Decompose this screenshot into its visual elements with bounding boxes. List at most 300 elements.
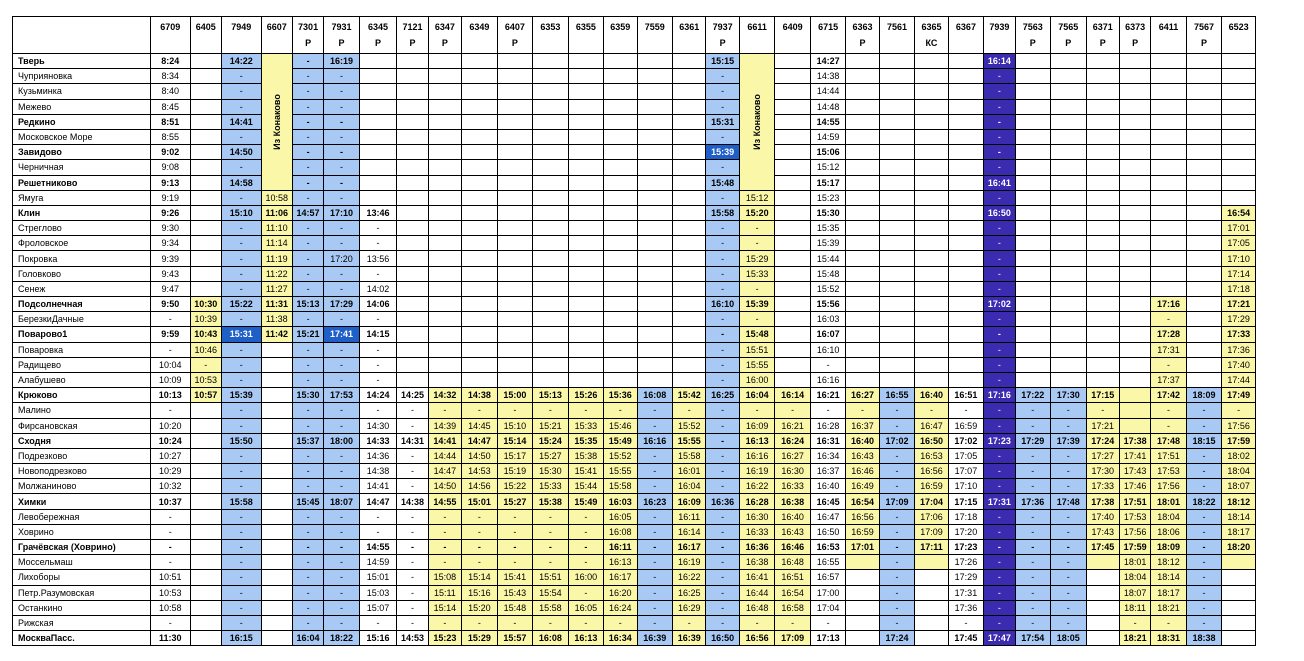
time-cell xyxy=(359,54,397,69)
time-cell xyxy=(673,190,706,205)
time-cell: 14:41 xyxy=(428,433,461,448)
time-cell xyxy=(1119,418,1150,433)
time-cell xyxy=(1186,84,1222,99)
time-cell xyxy=(1086,190,1119,205)
time-cell xyxy=(637,129,673,144)
time-cell xyxy=(1151,236,1187,251)
time-cell: - xyxy=(1151,357,1187,372)
time-cell: - xyxy=(497,524,533,539)
station-name: Решетниково xyxy=(13,175,151,190)
time-cell xyxy=(1222,190,1256,205)
time-cell xyxy=(568,190,604,205)
time-cell xyxy=(775,145,811,160)
time-cell xyxy=(1086,585,1119,600)
time-cell xyxy=(673,99,706,114)
train-number: 6371 xyxy=(1092,22,1113,32)
time-cell: 15:38 xyxy=(568,448,604,463)
time-cell: - xyxy=(221,129,261,144)
time-cell xyxy=(497,266,533,281)
station-header-cell xyxy=(13,17,151,54)
station-name: Фроловское xyxy=(13,236,151,251)
time-cell: - xyxy=(397,600,428,615)
time-cell xyxy=(846,615,879,630)
time-cell: - xyxy=(637,524,673,539)
time-cell xyxy=(428,327,461,342)
time-cell: - xyxy=(1051,464,1087,479)
time-cell xyxy=(533,205,569,220)
time-cell xyxy=(948,145,984,160)
time-cell: 16:10 xyxy=(706,297,739,312)
time-cell: - xyxy=(984,372,1015,387)
time-cell xyxy=(497,69,533,84)
time-cell: 16:49 xyxy=(846,479,879,494)
time-cell xyxy=(604,160,637,175)
time-cell xyxy=(397,145,428,160)
time-cell: 16:17 xyxy=(604,570,637,585)
time-cell: 17:48 xyxy=(1051,494,1087,509)
time-cell xyxy=(428,145,461,160)
time-cell xyxy=(846,600,879,615)
time-cell: 17:14 xyxy=(1222,266,1256,281)
time-cell xyxy=(1051,84,1087,99)
time-cell: - xyxy=(1186,540,1222,555)
time-cell xyxy=(190,631,221,646)
time-cell xyxy=(1086,145,1119,160)
time-cell: - xyxy=(879,540,915,555)
time-cell xyxy=(428,357,461,372)
train-header-6409 xyxy=(775,17,811,54)
time-cell xyxy=(1015,99,1051,114)
time-cell xyxy=(637,205,673,220)
time-cell: 15:48 xyxy=(810,266,846,281)
time-cell: 8:55 xyxy=(150,129,190,144)
time-cell xyxy=(1086,54,1119,69)
time-cell: 17:11 xyxy=(915,540,948,555)
time-cell xyxy=(1015,221,1051,236)
train-header-6353 xyxy=(533,17,569,54)
time-cell: 16:10 xyxy=(810,342,846,357)
time-cell xyxy=(948,297,984,312)
time-cell xyxy=(533,69,569,84)
time-cell: 17:48 xyxy=(1151,433,1187,448)
train-header-6367 xyxy=(948,17,984,54)
time-cell: 17:18 xyxy=(1222,281,1256,296)
time-cell: 16:50 xyxy=(706,631,739,646)
time-cell: 15:54 xyxy=(533,585,569,600)
time-cell xyxy=(533,221,569,236)
time-cell: 14:27 xyxy=(810,54,846,69)
time-cell xyxy=(1119,388,1150,403)
time-cell xyxy=(948,327,984,342)
time-cell: - xyxy=(775,403,811,418)
time-cell: - xyxy=(221,555,261,570)
time-cell: - xyxy=(359,342,397,357)
time-cell xyxy=(915,327,948,342)
time-cell: 18:05 xyxy=(1051,631,1087,646)
timetable-row xyxy=(13,555,1256,570)
time-cell: - xyxy=(221,479,261,494)
time-cell xyxy=(1151,175,1187,190)
station-name: Крюково xyxy=(13,388,151,403)
time-cell: - xyxy=(292,555,323,570)
time-cell xyxy=(1222,69,1256,84)
time-cell: - xyxy=(324,615,360,630)
time-cell xyxy=(915,297,948,312)
time-cell xyxy=(1151,221,1187,236)
time-cell: 17:43 xyxy=(1119,464,1150,479)
time-cell: 18:31 xyxy=(1151,631,1187,646)
time-cell: - xyxy=(984,114,1015,129)
time-cell xyxy=(190,160,221,175)
time-cell xyxy=(497,145,533,160)
train-mark: КС xyxy=(925,38,938,48)
time-cell xyxy=(1015,114,1051,129)
time-cell: - xyxy=(637,540,673,555)
time-cell xyxy=(846,312,879,327)
time-cell: 17:02 xyxy=(984,297,1015,312)
timetable-row xyxy=(13,69,1256,84)
time-cell xyxy=(846,54,879,69)
time-cell xyxy=(637,342,673,357)
time-cell: 16:31 xyxy=(810,433,846,448)
time-cell: 9:30 xyxy=(150,221,190,236)
time-cell xyxy=(915,372,948,387)
time-cell xyxy=(879,236,915,251)
time-cell: - xyxy=(1015,418,1051,433)
time-cell xyxy=(190,585,221,600)
time-cell: 9:50 xyxy=(150,297,190,312)
time-cell: - xyxy=(1051,403,1087,418)
time-cell: - xyxy=(915,403,948,418)
time-cell: 17:09 xyxy=(775,631,811,646)
time-cell: 15:57 xyxy=(497,631,533,646)
time-cell xyxy=(533,281,569,296)
time-cell: - xyxy=(324,448,360,463)
time-cell xyxy=(497,342,533,357)
time-cell: - xyxy=(324,372,360,387)
time-cell xyxy=(497,175,533,190)
time-cell xyxy=(846,281,879,296)
time-cell: - xyxy=(879,570,915,585)
time-cell xyxy=(1222,615,1256,630)
station-name: БерезкиДачные xyxy=(13,312,151,327)
time-cell: 16:57 xyxy=(810,570,846,585)
time-cell xyxy=(462,84,498,99)
time-cell: - xyxy=(324,524,360,539)
time-cell xyxy=(533,266,569,281)
time-cell xyxy=(1151,129,1187,144)
time-cell xyxy=(1119,145,1150,160)
time-cell xyxy=(915,312,948,327)
time-cell xyxy=(775,84,811,99)
station-name: Черничная xyxy=(13,160,151,175)
time-cell: 16:21 xyxy=(775,418,811,433)
time-cell xyxy=(497,54,533,69)
train-number: 6411 xyxy=(1158,22,1179,32)
time-cell xyxy=(775,129,811,144)
time-cell xyxy=(568,297,604,312)
time-cell xyxy=(846,585,879,600)
time-cell xyxy=(428,99,461,114)
time-cell: 14:38 xyxy=(462,388,498,403)
time-cell xyxy=(1086,175,1119,190)
time-cell xyxy=(462,145,498,160)
time-cell xyxy=(568,175,604,190)
time-cell: - xyxy=(221,615,261,630)
time-cell xyxy=(1151,266,1187,281)
time-cell: 17:20 xyxy=(948,524,984,539)
time-cell xyxy=(1222,555,1256,570)
time-cell: - xyxy=(706,236,739,251)
station-name: Тверь xyxy=(13,54,151,69)
time-cell xyxy=(1086,236,1119,251)
time-cell xyxy=(775,99,811,114)
time-cell: 16:13 xyxy=(604,555,637,570)
time-cell xyxy=(1051,236,1087,251)
train-mark: Р xyxy=(338,38,345,48)
time-cell xyxy=(568,129,604,144)
time-cell: 15:48 xyxy=(497,600,533,615)
time-cell xyxy=(604,99,637,114)
time-cell: 15:01 xyxy=(462,494,498,509)
time-cell: - xyxy=(221,585,261,600)
time-cell xyxy=(846,99,879,114)
train-header-6361 xyxy=(673,17,706,54)
time-cell: - xyxy=(1222,403,1256,418)
time-cell: 17:36 xyxy=(1015,494,1051,509)
time-cell: - xyxy=(428,540,461,555)
time-cell: - xyxy=(1051,509,1087,524)
time-cell xyxy=(879,205,915,220)
time-cell: 17:28 xyxy=(1151,327,1187,342)
train-header-7559 xyxy=(637,17,673,54)
time-cell xyxy=(775,160,811,175)
time-cell xyxy=(1119,312,1150,327)
time-cell xyxy=(604,84,637,99)
time-cell: 15:20 xyxy=(462,600,498,615)
origin-note xyxy=(739,54,775,191)
station-name: Чуприяновка xyxy=(13,69,151,84)
time-cell xyxy=(846,205,879,220)
time-cell: 17:33 xyxy=(1086,479,1119,494)
time-cell: - xyxy=(984,585,1015,600)
time-cell: 9:59 xyxy=(150,327,190,342)
time-cell: 17:31 xyxy=(1151,342,1187,357)
train-header-7563 xyxy=(1015,17,1051,54)
time-cell xyxy=(915,600,948,615)
time-cell xyxy=(879,297,915,312)
time-cell xyxy=(1119,372,1150,387)
time-cell: 9:26 xyxy=(150,205,190,220)
time-cell: 17:20 xyxy=(324,251,360,266)
time-cell: 16:38 xyxy=(775,494,811,509)
time-cell: 16:25 xyxy=(673,585,706,600)
time-cell xyxy=(637,357,673,372)
time-cell xyxy=(1186,160,1222,175)
time-cell: - xyxy=(324,69,360,84)
time-cell: - xyxy=(221,236,261,251)
time-cell: - xyxy=(879,464,915,479)
time-cell xyxy=(846,297,879,312)
time-cell xyxy=(1086,555,1119,570)
time-cell: 15:12 xyxy=(739,190,775,205)
time-cell xyxy=(397,99,428,114)
time-cell: - xyxy=(984,448,1015,463)
time-cell: 8:34 xyxy=(150,69,190,84)
time-cell: - xyxy=(292,99,323,114)
time-cell xyxy=(1051,190,1087,205)
time-cell: - xyxy=(984,266,1015,281)
time-cell: 15:33 xyxy=(739,266,775,281)
train-mark: Р xyxy=(375,38,382,48)
timetable-row xyxy=(13,312,1256,327)
time-cell: 10:53 xyxy=(150,585,190,600)
time-cell: - xyxy=(984,600,1015,615)
train-number: 6409 xyxy=(782,22,803,32)
time-cell xyxy=(462,221,498,236)
time-cell xyxy=(1222,631,1256,646)
time-cell xyxy=(190,84,221,99)
time-cell xyxy=(637,54,673,69)
time-cell: - xyxy=(1015,524,1051,539)
time-cell: 10:13 xyxy=(150,388,190,403)
time-cell: - xyxy=(739,403,775,418)
time-cell: - xyxy=(292,266,323,281)
time-cell xyxy=(604,342,637,357)
time-cell xyxy=(190,190,221,205)
time-cell: 14:22 xyxy=(221,54,261,69)
time-cell: 18:21 xyxy=(1119,631,1150,646)
time-cell xyxy=(261,540,292,555)
time-cell: 17:29 xyxy=(1015,433,1051,448)
time-cell: 17:05 xyxy=(948,448,984,463)
time-cell xyxy=(1086,570,1119,585)
time-cell xyxy=(1151,190,1187,205)
station-name: Межево xyxy=(13,99,151,114)
time-cell: - xyxy=(292,372,323,387)
time-cell: 16:24 xyxy=(775,433,811,448)
time-cell: - xyxy=(879,524,915,539)
time-cell: 16:40 xyxy=(915,388,948,403)
time-cell xyxy=(1119,129,1150,144)
time-cell: 17:53 xyxy=(324,388,360,403)
time-cell xyxy=(604,129,637,144)
time-cell: - xyxy=(1186,464,1222,479)
time-cell xyxy=(1151,251,1187,266)
time-cell: 16:16 xyxy=(810,372,846,387)
time-cell: - xyxy=(1051,600,1087,615)
time-cell xyxy=(1186,145,1222,160)
time-cell: 17:31 xyxy=(984,494,1015,509)
time-cell: 10:09 xyxy=(150,372,190,387)
time-cell: - xyxy=(292,615,323,630)
time-cell xyxy=(261,524,292,539)
time-cell: - xyxy=(984,418,1015,433)
time-cell xyxy=(775,114,811,129)
time-cell xyxy=(1186,221,1222,236)
time-cell xyxy=(190,69,221,84)
timetable-row xyxy=(13,236,1256,251)
time-cell xyxy=(604,175,637,190)
time-cell: 16:40 xyxy=(810,479,846,494)
time-cell: 15:08 xyxy=(428,570,461,585)
time-cell xyxy=(462,190,498,205)
time-cell: - xyxy=(706,433,739,448)
time-cell: 14:53 xyxy=(397,631,428,646)
train-header-6407 xyxy=(497,17,533,54)
time-cell: - xyxy=(1015,585,1051,600)
time-cell xyxy=(673,357,706,372)
time-cell xyxy=(1051,357,1087,372)
time-cell xyxy=(359,190,397,205)
time-cell: - xyxy=(637,615,673,630)
timetable-row xyxy=(13,221,1256,236)
time-cell: - xyxy=(292,479,323,494)
time-cell: 17:15 xyxy=(948,494,984,509)
time-cell: - xyxy=(292,114,323,129)
time-cell: 14:30 xyxy=(359,418,397,433)
time-cell: 17:21 xyxy=(1086,418,1119,433)
time-cell: - xyxy=(706,509,739,524)
timetable-row xyxy=(13,145,1256,160)
station-name: Фирсановская xyxy=(13,418,151,433)
time-cell xyxy=(462,160,498,175)
time-cell: - xyxy=(568,540,604,555)
time-cell xyxy=(1015,327,1051,342)
time-cell: 16:47 xyxy=(810,509,846,524)
time-cell: - xyxy=(1186,600,1222,615)
time-cell: 15:15 xyxy=(706,54,739,69)
time-cell: - xyxy=(397,509,428,524)
time-cell: 16:14 xyxy=(984,54,1015,69)
time-cell xyxy=(1086,221,1119,236)
time-cell: 16:36 xyxy=(706,494,739,509)
time-cell xyxy=(428,175,461,190)
time-cell: 16:36 xyxy=(739,540,775,555)
time-cell: 17:30 xyxy=(1086,464,1119,479)
time-cell: 16:54 xyxy=(846,494,879,509)
time-cell: 15:51 xyxy=(739,342,775,357)
time-cell: - xyxy=(879,615,915,630)
time-cell: - xyxy=(221,84,261,99)
time-cell xyxy=(879,342,915,357)
time-cell: - xyxy=(1015,448,1051,463)
time-cell xyxy=(673,160,706,175)
time-cell: - xyxy=(1015,570,1051,585)
time-cell: 11:38 xyxy=(261,312,292,327)
time-cell: 17:51 xyxy=(1151,448,1187,463)
time-cell: 14:48 xyxy=(810,99,846,114)
time-cell xyxy=(190,129,221,144)
time-cell xyxy=(190,418,221,433)
time-cell: 15:58 xyxy=(221,494,261,509)
station-name: Сходня xyxy=(13,433,151,448)
time-cell: 10:57 xyxy=(190,388,221,403)
time-cell: 17:24 xyxy=(879,631,915,646)
time-cell xyxy=(568,372,604,387)
timetable-row xyxy=(13,54,1256,69)
time-cell: 16:34 xyxy=(810,448,846,463)
time-cell: 16:11 xyxy=(604,540,637,555)
time-cell xyxy=(1222,84,1256,99)
time-cell xyxy=(846,631,879,646)
time-cell: 15:48 xyxy=(739,327,775,342)
time-cell: 15:43 xyxy=(497,585,533,600)
time-cell: 16:34 xyxy=(604,631,637,646)
time-cell: - xyxy=(1186,585,1222,600)
time-cell: 10:58 xyxy=(150,600,190,615)
timetable-row xyxy=(13,327,1256,342)
